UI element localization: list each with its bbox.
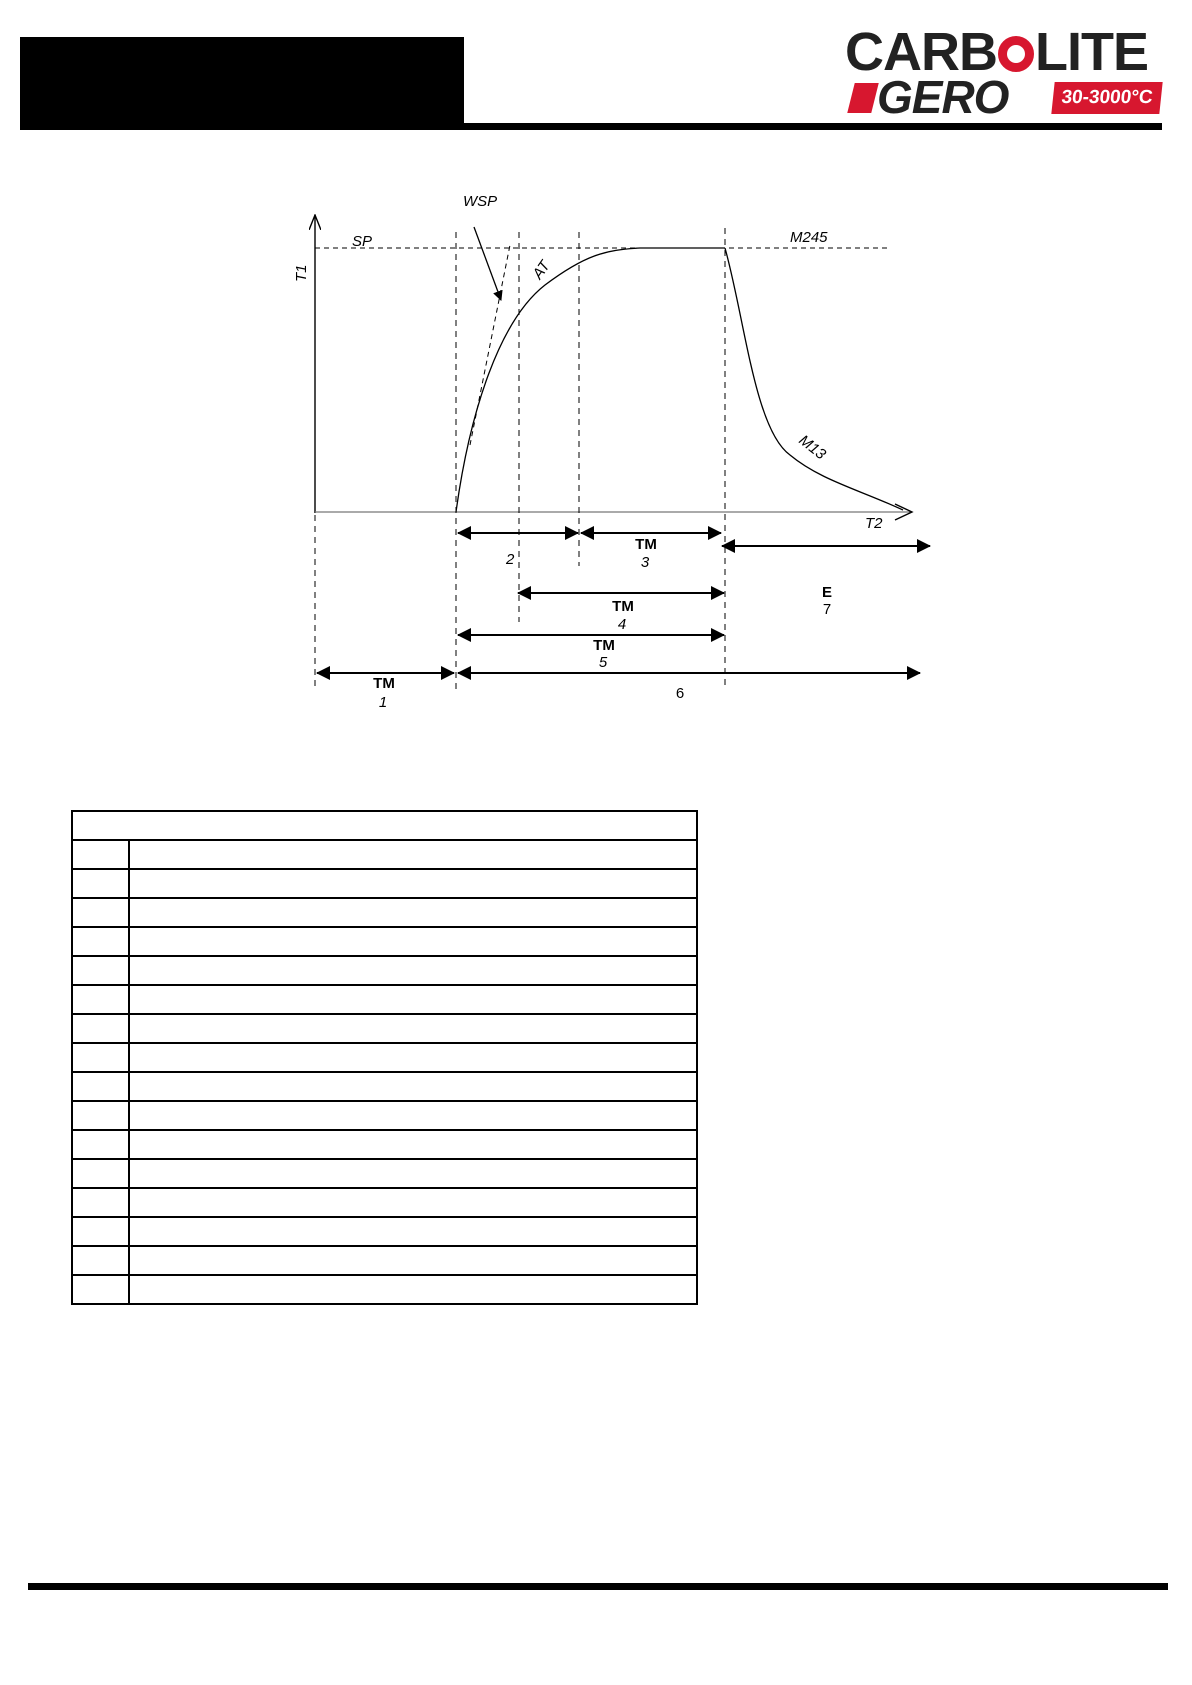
row-number-cell	[72, 1043, 129, 1072]
row-text-cell	[129, 1014, 697, 1043]
interval-num-3: 3	[640, 554, 650, 571]
interval-num-7: 7	[822, 601, 832, 618]
row-number-cell	[72, 898, 129, 927]
y-axis-label: T1	[293, 264, 310, 282]
row-text-cell	[129, 1217, 697, 1246]
row-number-cell	[72, 927, 129, 956]
logo-text-lite: LITE	[1035, 22, 1148, 82]
row-number-cell	[72, 840, 129, 869]
row-number-cell	[72, 1014, 129, 1043]
row-text-cell	[129, 840, 697, 869]
row-number-cell	[72, 1188, 129, 1217]
table-row	[72, 898, 697, 927]
legend-table-header-row	[72, 811, 697, 840]
table-row	[72, 1043, 697, 1072]
table-row	[72, 1246, 697, 1275]
row-text-cell	[129, 1101, 697, 1130]
sp-label: SP	[352, 233, 373, 250]
row-text-cell	[129, 1043, 697, 1072]
interval-num-4: 4	[617, 616, 627, 633]
x-axis-label: T2	[865, 515, 883, 532]
temperature-profile-diagram	[0, 0, 1192, 760]
table-row	[72, 1188, 697, 1217]
row-text-cell	[129, 927, 697, 956]
legend-table-header	[72, 811, 697, 840]
wsp-label: WSP	[463, 193, 498, 210]
table-row	[72, 869, 697, 898]
table-row	[72, 1217, 697, 1246]
wsp-pointer-arrow	[474, 227, 501, 300]
logo-temperature-range: 30-3000°C	[1051, 82, 1162, 114]
row-number-cell	[72, 1275, 129, 1304]
interval-tag-4: TM	[612, 598, 634, 615]
row-text-cell	[129, 1072, 697, 1101]
interval-num-5: 5	[598, 654, 608, 671]
table-row	[72, 956, 697, 985]
row-number-cell	[72, 1072, 129, 1101]
m245-label: M245	[790, 229, 828, 246]
row-number-cell	[72, 869, 129, 898]
row-number-cell	[72, 985, 129, 1014]
row-text-cell	[129, 869, 697, 898]
interval-tag-1: TM	[373, 675, 395, 692]
table-row	[72, 927, 697, 956]
row-number-cell	[72, 1159, 129, 1188]
interval-tag-3: TM	[635, 536, 657, 553]
table-row	[72, 1014, 697, 1043]
row-number-cell	[72, 1130, 129, 1159]
table-row	[72, 1159, 697, 1188]
row-text-cell	[129, 898, 697, 927]
at-label: AT	[529, 257, 554, 283]
table-row	[72, 1275, 697, 1304]
row-text-cell	[129, 1159, 697, 1188]
logo-text-carb: CARB	[845, 22, 997, 82]
table-row	[72, 1072, 697, 1101]
footer-rule	[28, 1583, 1168, 1590]
row-text-cell	[129, 1188, 697, 1217]
row-number-cell	[72, 956, 129, 985]
row-text-cell	[129, 985, 697, 1014]
row-text-cell	[129, 956, 697, 985]
table-row	[72, 1101, 697, 1130]
interval-tag-5: TM	[593, 637, 615, 654]
row-number-cell	[72, 1246, 129, 1275]
interval-tag-7: E	[821, 584, 833, 601]
legend-table	[71, 810, 698, 1305]
row-text-cell	[129, 1246, 697, 1275]
interval-num-2: 2	[506, 551, 515, 568]
interval-num-6: 6	[675, 685, 685, 702]
logo-text-gero: GERO	[877, 71, 1009, 123]
cooling-curve	[725, 248, 903, 510]
m13-label: M13	[795, 431, 830, 464]
table-row	[72, 1130, 697, 1159]
row-number-cell	[72, 1217, 129, 1246]
table-row	[72, 840, 697, 869]
row-text-cell	[129, 1275, 697, 1304]
interval-num-1: 1	[378, 694, 388, 711]
row-number-cell	[72, 1101, 129, 1130]
table-row	[72, 985, 697, 1014]
row-text-cell	[129, 1130, 697, 1159]
